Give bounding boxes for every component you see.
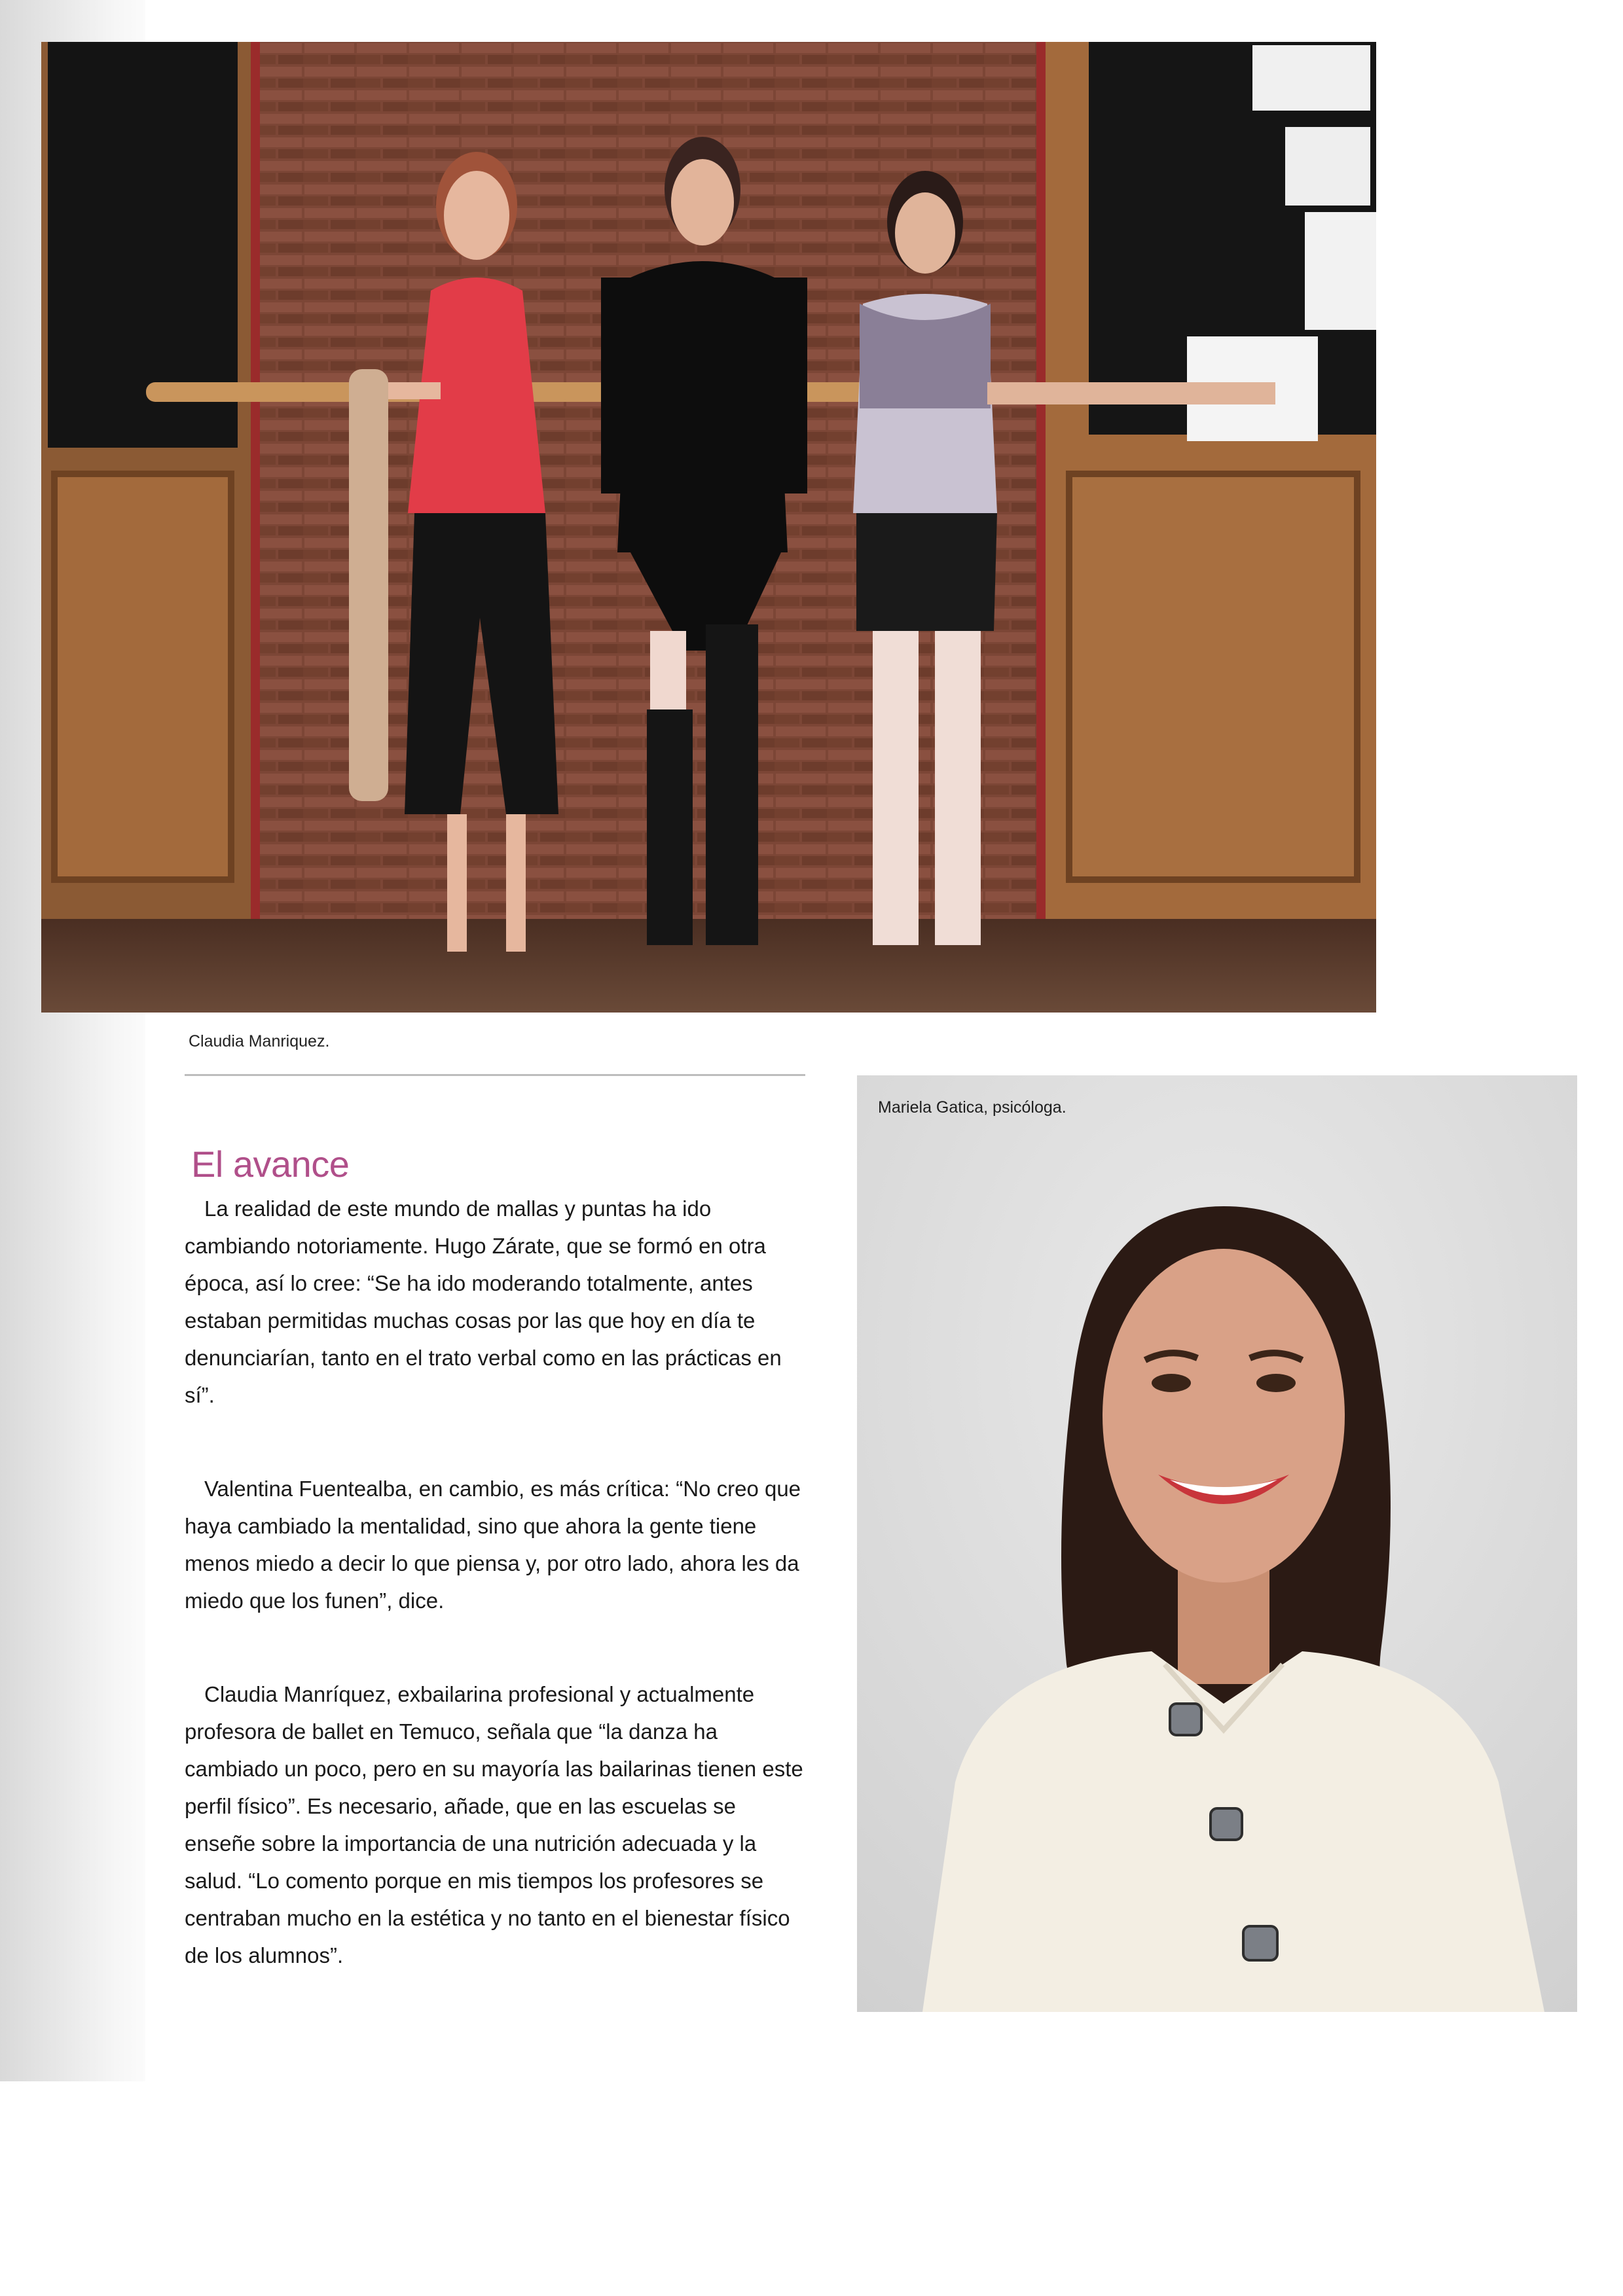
body-paragraph: Claudia Manríquez, exbailarina profesional y actualmente profesora de ballet en Temuco, señala que “la danza ha cambiado un poco, pero en su mayoría las bailarinas tienen este perfil físico”. Es necesario, añade, que en las escuelas se enseñe sobre la importancia de una nutrición adecuada y la salud. “Lo comento porque en mis tiempos los profesores se centraban mucho en la estética y no tanto en el bienestar físico de los alumnos”. (185, 1682, 803, 1967)
photo-caption: Claudia Manriquez. (189, 1032, 330, 1050)
body-paragraph: Valentina Fuentealba, en cambio, es más crítica: “No creo que haya cambiado la mentalidad, sino que ahora la gente tiene menos miedo a decir lo que piensa y, por otro lado, ahora les da miedo que los funen”, dice. (185, 1477, 801, 1613)
divider-rule (185, 1074, 805, 1076)
portrait-illustration (857, 1075, 1577, 2012)
portrait-photo (857, 1075, 1577, 2012)
article-body (185, 1190, 807, 2030)
body-paragraph: La realidad de este mundo de mallas y puntas ha ido cambiando notoriamente. Hugo Zárate, que se formó en otra época, así lo cree: “Se ha ido moderando totalmente, antes estaban permitidas muchas cosas por las que hoy en día te denunciarían, tanto en el trato verbal como en las prácticas en sí”. (185, 1196, 782, 1407)
section-heading: El avance (191, 1143, 350, 1185)
dancers-photo (41, 42, 1376, 1013)
dancers-photo-illustration (41, 42, 1376, 1013)
portrait-caption: Mariela Gatica, psicóloga. (878, 1098, 1067, 1117)
